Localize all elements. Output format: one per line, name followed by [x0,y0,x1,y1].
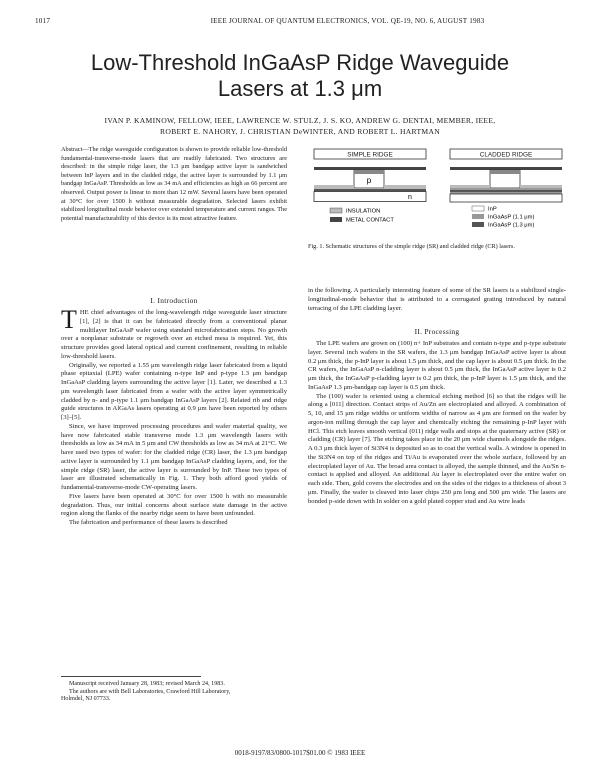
page-number: 1017 [35,17,51,25]
cladded-ridge-diagram [450,149,562,202]
footnote [61,681,287,704]
right-paragraph-1: in the following. A particularly interesting feature of some of the SR lasers is a stabilized single-longitudinal-mode behavior that is attributed to a corrugated grating introduced by natural terracing of the LPE cladding layer. [308,287,566,312]
section-heading-processing: II. Processing [414,327,460,336]
paper-title-line-1: Low-Threshold InGaAsP Ridge Waveguide [90,50,510,75]
paper-title-line-2: Lasers at 1.3 μm [217,76,383,101]
footnote-line-2: The authors are with Bell Laboratories, Crawford Hill Laboratory, [69,688,231,695]
legend-inp: InP [488,206,497,213]
introduction-body [61,309,287,621]
processing-paragraph-1: The LPE wafers are grown on (100) n+ InP substrates and contain n-type and p-type substrate layer. Several inch wafers in the SR wafers, the 1.3 μm bandgap InGaAsP active layer is about 0.2 μm thick, the p-InP layer is about 1.5 μm thick, and the cap layer is about 0.5 μm thick. In the CR wafers, the InGaAsP n-cladding layer is about 0.5 μm thick, the InGaAsP active layer is 0.2 μm thick, the InGaAsP p-cladding layer is 0.2 μm thick, the p-InP layer is 1.5 μm thick, and the InGaAsP 1.3 μm-bandgap cap layer is 0.5 μm thick. [308,340,566,391]
figure-1-caption: Fig. 1. Schematic structures of the simple ridge (SR) and cladded ridge (CR) lasers. [308,243,515,250]
abstract: Abstract—The ridge waveguide configuration is shown to provide reliable low-threshold fundamental-transverse-mode lasers that are readily fabricated. Two structures are described: in the simple ridge laser, the 1.3 μm bandgap active layer is sandwiched between InP layers and in the cladded ridge, the active layer is surrounded by 1.1 μm bandgap InGaAsP. Thresholds as low as 34 mA and efficiencies as high as 66 percent are observed. Output power is linear to more than 12 mW. Several lasers have been operated at 30°C for over 1500 h without measurable degradation. Selected lasers exhibit stabilized longitudinal mode behavior over extended temperature and current ranges. The potential manufacturability of this device is its most attractive feature. [61,146,287,222]
processing-paragraph-2: The (100) wafer is oriented using a chemical etching method [6] so that the ridges will lie along a [011] direction. Contact strips of Au/Zn are electroplated and alloyed. A combination of 5, 10, and 15 μm ridge widths or uniform widths of narrow as 4 μm are formed on the wafer by argon-ion milling through the cap layer and chemically etching the remaining p-InP layer with HCl. This etch leaves smooth vertical (011) ridge walls and stops at the quaternary active (SR) or cladding (CR) layer [7]. The etching takes place in the 20 μm wide channels alongside the ridges. A 0.3 μm thick layer of Si3N4 is deposited so as to coat the vertical walls. A window is opened in the Si3N4 on top of the ridges and Ti/Au is evaporated over the whole surface, followed by an electroplated layer of Au. The broad area contact is alloyed, the sample thinned, and the Au/Sn n-contact is applied and alloyed. An additional Au layer is electroplated over the entire wafer on each side. Then, gold covers the electrodes and on the sides of the ridges to a thickness of about 3 μm. Finally, the wafer is cleaved into laser chips 250 μm long and 500 μm wide. The lasers are bonded p-side down with In solder on a gold plated copper stud and Au wire leads [308,392,566,505]
label-p: p [366,176,372,185]
intro-paragraph-5: The fabrication and performance of these lasers is described [69,519,228,526]
authors-line-1: IVAN P. KAMINOW, FELLOW, IEEE, LAWRENCE W. STULZ, J. S. KO, ANDREW G. DENTAI, MEMBER, IEEE, [104,116,496,125]
section-heading-introduction: I. Introduction [150,296,198,305]
footnote-rule [61,676,201,677]
cladded-ridge-label: CLADDED RIDGE [479,151,533,159]
processing-body [308,340,566,742]
authors-line-2: ROBERT E. NAHORY, J. CHRISTIAN DeWINTER, AND ROBERT L. HARTMAN [159,127,441,136]
label-n: n [408,194,412,201]
legend-metal-contact: METAL CONTACT [346,217,394,224]
legend-ingaasp-1-1: InGaAsP (1.1 μm) [488,214,535,221]
intro-paragraph-1: HE chief advantages of the long-wavelength ridge waveguide laser structure [1], [2] is that it can be fabricated directly from a conventional planar multilayer InGaAsP wafer using standard microfabrication steps. No growth over a nonplanar substrate or regrowth over an etched mesa is required. Yet, this structure provides good lateral optical and current confinement, resulting in reliable low-threshold lasers. [61,309,287,360]
intro-paragraph-3: Since, we have improved processing procedures and wafer material quality, we have now fabricated stable transverse mode 1.3 μm wavelength lasers with thresholds as low as 34 mA in 5 μm and CW thresholds as low as 34 mA at 21°C. We have used two types of wafer: for the cladded ridge (CR) laser, the 1.3 μm bandgap active layer is surrounded by 1.1 μm bandgap InGaAsP cladding layers, and, for the simple ridge (SR) laser, the active layer is surrounded by InP. These two types of laser are illustrated schematically in Fig. 1. They both afford good yields of fundamental-transverse-mode CW-operating lasers. [61,422,287,491]
intro-paragraph-2: Originally, we reported a 1.55 μm wavelength ridge laser fabricated from a liquid phase epitaxial (LPE) wafer containing n-type InP and p-type 1.3 μm bandgap InGaAsP cladding layers surrounding the active layer [1]. Later, we described a 1.3 μm wavelength laser fabricated from a wafer with the active layer symmetrically cladded by n- and p-type 1.1 μm bandgap InGaAsP layers [2]. Related rib and ridge guide structures in AlGaAs lasers operating at 0.9 μm have been reported by others [3]–[5]. [61,361,287,421]
figure-legend [330,206,534,229]
copyright-line: 0018-9197/83/0800-1017$01.00 © 1983 IEEE [234,749,366,757]
legend-ingaasp-1-3: InGaAsP (1.3 μm) [488,222,535,229]
footnote-line-3: Holmdel, NJ 07733. [61,696,111,703]
right-column-intro-continued [308,287,566,313]
intro-paragraph-4: Five lasers have been operated at 30°C for over 1500 h with no measurable degradation. Thus, our initial concerns about surface state damage in the active region along the flanks of the nearby ridge seem to have been unfounded. [61,492,287,518]
simple-ridge-diagram [314,149,426,202]
drop-cap: T [61,309,77,334]
journal-header: IEEE JOURNAL OF QUANTUM ELECTRONICS, VOL. QE-19, NO. 6, AUGUST 1983 [210,17,485,25]
footnote-line-1: Manuscript received January 28, 1983; revised March 24, 1983. [69,681,225,687]
simple-ridge-label: SIMPLE RIDGE [347,151,393,159]
legend-insulation: INSULATION [346,208,381,215]
figure-1-schematic [300,145,572,240]
